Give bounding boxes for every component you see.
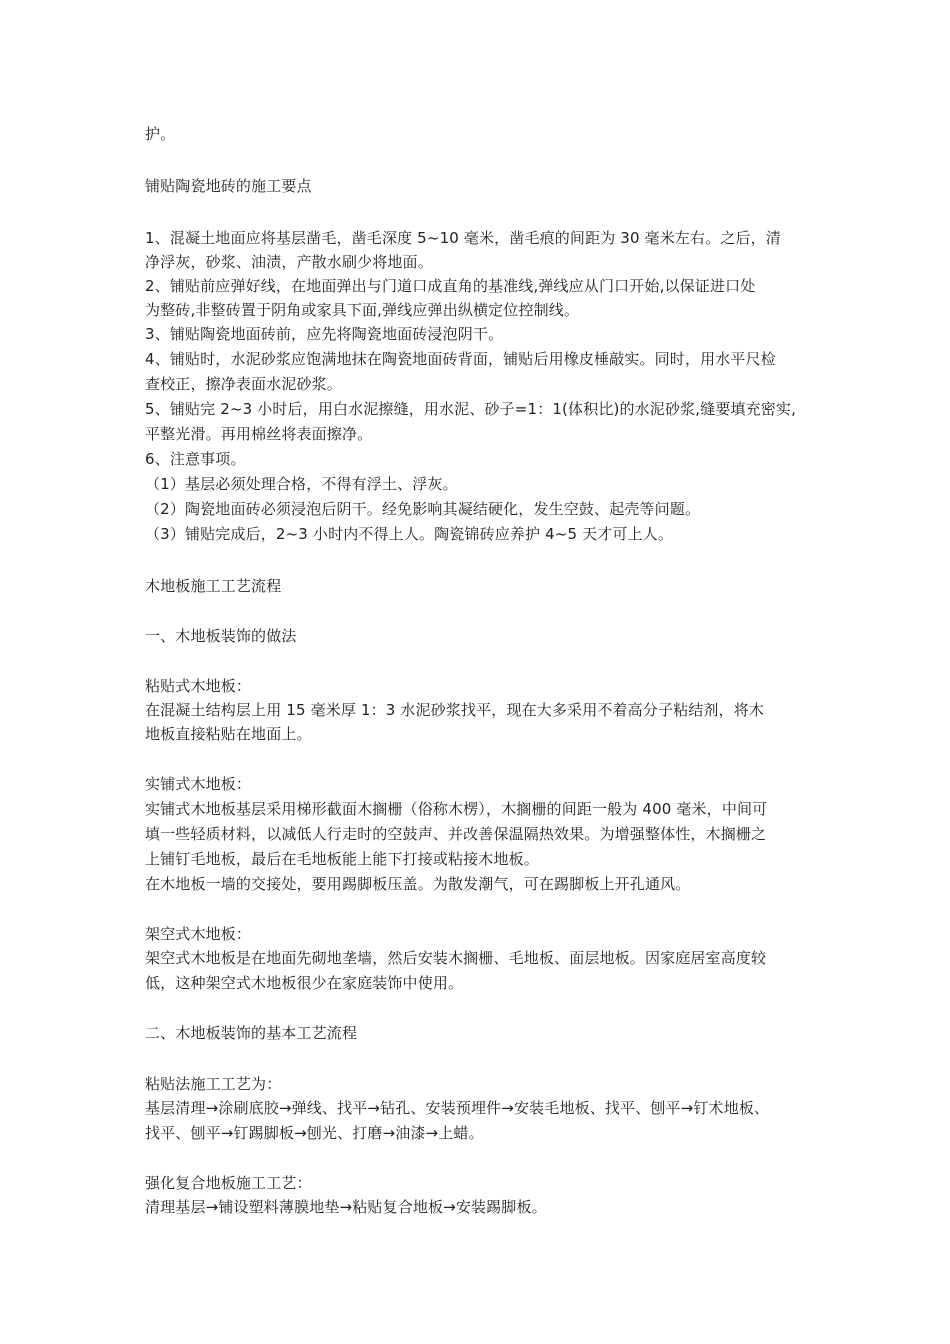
text-line: 净浮灰，砂浆、油渍，产散水刷少将地面。 <box>145 253 433 271</box>
text-line: 找平、刨平→钉踢脚板→刨光、打磨→油漆→上蜡。 <box>145 1124 484 1142</box>
text-line: 基层清理→涂刷底胶→弹线、找平→钻孔、安装预埋件→安装毛地板、找平、刨平→钉术地板、 <box>145 1099 770 1117</box>
text-line: 6、注意事项。 <box>145 450 246 468</box>
text-line: 地板直接粘贴在地面上。 <box>145 725 312 743</box>
text-line: （1）基层必须处理合格，不得有浮土、浮灰。 <box>145 475 458 493</box>
sub-heading: 二、木地板装饰的基本工艺流程 <box>145 1024 358 1042</box>
text-line: 为整砖,非整砖置于阴角或家具下面,弹线应弹出纵横定位控制线。 <box>145 301 580 319</box>
text-line: 低，这种架空式木地板很少在家庭装饰中使用。 <box>145 974 464 992</box>
text-line: 在木地板一墙的交接处，要用踢脚板压盖。为散发潮气，可在踢脚板上开孔通风。 <box>145 875 691 893</box>
text-line: 5、铺贴完 2~3 小时后，用白水泥擦缝，用水泥、砂子=1：1(体积比)的水泥砂浆,缝要填充密实, <box>145 400 796 418</box>
text-line: 清理基层→铺设塑料薄膜地垫→粘贴复合地板→安装踢脚板。 <box>145 1198 547 1216</box>
text-line: 强化复合地板施工工艺： <box>145 1174 312 1192</box>
text-line: 1、混凝土地面应将基层凿毛，凿毛深度 5~10 毫米，凿毛痕的间距为 30 毫米左右。之后，清 <box>145 229 781 247</box>
sub-heading: 一、木地板装饰的做法 <box>145 627 297 645</box>
text-line: 查校正，擦净表面水泥砂浆。 <box>145 375 342 393</box>
section-heading: 木地板施工工艺流程 <box>145 577 282 595</box>
text-line: 架空式木地板： <box>145 925 252 943</box>
section-heading: 铺贴陶瓷地砖的施工要点 <box>145 177 312 195</box>
text-line: 在混凝土结构层上用 15 毫米厚 1：3 水泥砂浆找平，现在大多采用不着高分子粘结剂，将木 <box>145 701 764 719</box>
text-line: 2、铺贴前应弹好线，在地面弹出与门道口成直角的基准线,弹线应从门口开始,以保证进口处 <box>145 277 756 295</box>
text-line: 实铺式木地板： <box>145 775 252 793</box>
text-line: 3、铺贴陶瓷地面砖前，应先将陶瓷地面砖浸泡阴干。 <box>145 325 504 343</box>
text-line: 填一些轻质材料，以减低人行走时的空鼓声、并改善保温隔热效果。为增强整体性，木搁栅之 <box>145 825 767 843</box>
text-line: 上铺钉毛地板，最后在毛地板能上能下打接或粘接木地板。 <box>145 850 539 868</box>
text-line: （3）铺贴完成后，2~3 小时内不得上人。陶瓷锦砖应养护 4~5 天才可上人。 <box>145 525 674 543</box>
text-line: 架空式木地板是在地面先砌地垄墙，然后安装木搁栅、毛地板、面层地板。因家庭居室高度较 <box>145 949 767 967</box>
text-line: 粘贴式木地板： <box>145 677 252 695</box>
text-line: 平整光滑。再用棉丝将表面擦净。 <box>145 425 373 443</box>
text-line: 4、铺贴时，水泥砂浆应饱满地抹在陶瓷地面砖背面，铺贴后用橡皮棰敲实。同时，用水平尺检 <box>145 350 776 368</box>
text-line: （2）陶瓷地面砖必须浸泡后阴干。经免影响其凝结硬化，发生空鼓、起壳等问题。 <box>145 500 701 518</box>
text-line: 护。 <box>145 125 176 143</box>
text-line: 实铺式木地板基层采用梯形截面木搁栅（俗称木楞），木搁栅的间距一般为 400 毫米，中间可 <box>145 800 768 818</box>
text-line: 粘贴法施工工艺为： <box>145 1075 282 1093</box>
